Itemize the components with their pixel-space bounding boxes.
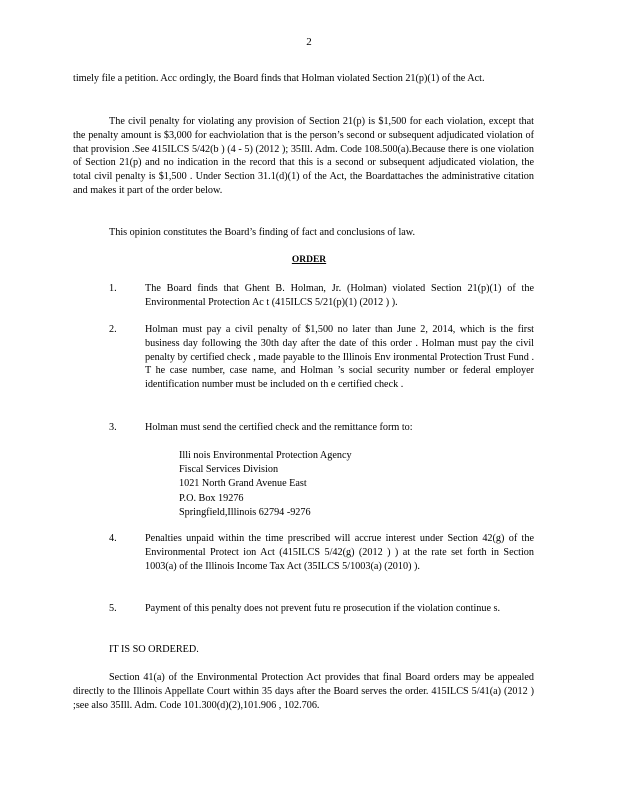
opinion-paragraph: This opinion constitutes the Board’s finding of fact and conclusions of law. bbox=[109, 227, 416, 238]
order-item-text: Payment of this penalty does not prevent futu re prosecution if the violation continue s. bbox=[145, 603, 501, 614]
order-item-number: 5. bbox=[109, 603, 117, 614]
appeal-paragraph-block bbox=[73, 671, 534, 712]
order-item-4 bbox=[109, 532, 534, 573]
order-item-5 bbox=[109, 602, 534, 616]
page-number: 2 bbox=[306, 36, 312, 48]
order-item-text: Holman must pay a civil penalty of $1,500 no later than June 2, 2014, which is the first business day following the 30th day after the date of this order . Holman must pay the civil penalty by certified check , made payable to the Illinois Env ironmental Protection Trust Fund . T he case number, case name, and Holman ’s social security number or federal employer identification number must be included on th e certified check . bbox=[145, 324, 534, 391]
order-item-3 bbox=[109, 421, 534, 435]
penalty-paragraph-block bbox=[73, 115, 534, 198]
address-line: P.O. Box 19276 bbox=[179, 492, 244, 504]
order-item-text: Penalties unpaid within the time prescribed will accrue interest under Section 42(g) of the Environmental Protect ion Act (415ILCS 5/42(g) (2012 ) ) at the rate set forth in Section 1003(a) of the Illinois Income Tax Act (35ILCS 5/1003(a) (2010) ). bbox=[145, 533, 534, 572]
order-item-number: 2. bbox=[109, 324, 117, 335]
appeal-paragraph: Section 41(a) of the Environmental Protection Act provides that final Board orders may be appealed directly to the Illinois Appellate Court within 35 days after the Board serves the order. 415ILCS 5/41(a) (2012 ) ;see also 35Ill. Adm. Code 101.300(d)(2),101.906 , 102.706. bbox=[73, 672, 534, 711]
order-item-1 bbox=[109, 282, 534, 310]
order-item-2 bbox=[109, 323, 534, 392]
order-item-number: 3. bbox=[109, 422, 117, 433]
order-heading-text: ORDER bbox=[291, 255, 327, 265]
penalty-paragraph: The civil penalty for violating any provision of Section 21(p) is $1,500 for each violation, except that the penalty amount is $3,000 for eachviolation that is the person’s second or subsequent adjudicated violation of that provision .See 415ILCS 5/42(b ) (4 - 5) (2012 ); 35Ill. Adm. Code 108.500(a).Because there is one violation of Section 21(p) and no indication in the record that this is a second or subsequent adjudicated violation, the total civil penalty is $1,500 . Under Section 31.1(d)(1) of the Act, the Boardattaches the administrative citation and makes it part of the order below. bbox=[73, 116, 534, 196]
order-item-number: 1. bbox=[109, 283, 117, 294]
mailing-address bbox=[179, 449, 352, 520]
address-line: Springfield,Illinois 62794 -9276 bbox=[179, 506, 311, 518]
address-line: Illi nois Environmental Protection Agency bbox=[179, 450, 352, 461]
address-line: 1021 North Grand Avenue East bbox=[179, 478, 307, 490]
intro-paragraph-block bbox=[73, 72, 534, 86]
so-ordered: IT IS SO ORDERED. bbox=[109, 644, 199, 655]
order-item-text: The Board finds that Ghent B. Holman, Jr. (Holman) violated Section 21(p)(1) of the Environmental Protection Ac t (415ILCS 5/21(p)(1) (2012 ) ). bbox=[145, 283, 534, 308]
order-item-text: Holman must send the certified check and the remittance form to: bbox=[145, 422, 413, 433]
order-item-number: 4. bbox=[109, 533, 117, 544]
address-line: Fiscal Services Division bbox=[179, 464, 279, 476]
intro-paragraph: timely file a petition. Acc ordingly, the Board finds that Holman violated Section 21(p)(1) of the Act. bbox=[73, 73, 485, 84]
opinion-paragraph-block bbox=[73, 226, 534, 240]
order-heading bbox=[0, 254, 618, 268]
